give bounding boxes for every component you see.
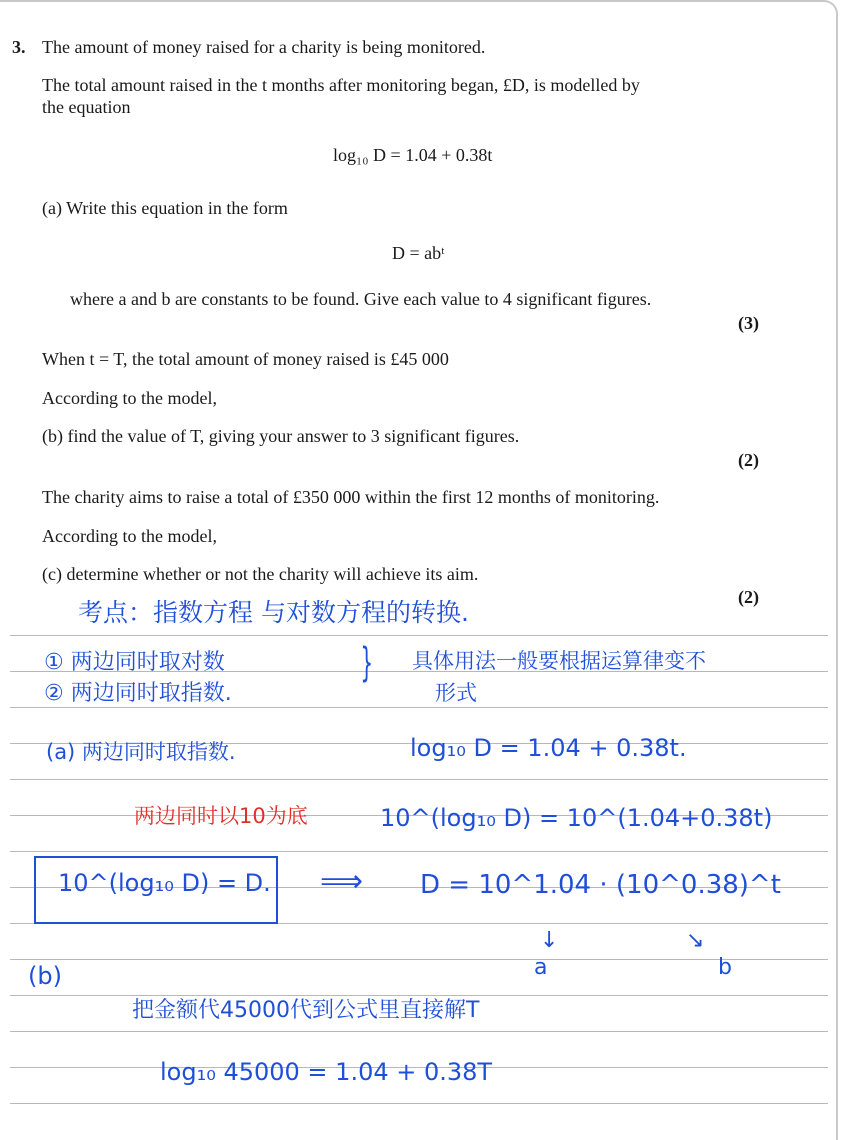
model-line-1: The total amount raised in the t months after monitoring began, £D, is modelled by <box>42 75 640 95</box>
hw-method-2: ② 两边同时取指数. <box>44 681 232 706</box>
ruled-line <box>10 779 828 780</box>
model-line-2: the equation <box>42 97 131 117</box>
hw-equation-4: log₁₀ 45000 = 1.04 + 0.38T <box>160 1058 493 1086</box>
hw-topic: 考点：指数方程 与对数方程的转换. <box>78 598 469 627</box>
according-line-c: According to the model, <box>42 526 217 546</box>
hw-arrow-a-icon: ↓ <box>540 928 559 953</box>
part-a-marks: (3) <box>738 313 759 333</box>
ruled-line <box>10 851 828 852</box>
according-line-b: According to the model, <box>42 388 217 408</box>
hw-identity: 10^(log₁₀ D) = D. <box>58 869 271 897</box>
ruled-line <box>10 1031 828 1032</box>
hw-equation-1: log₁₀ D = 1.04 + 0.38t. <box>410 734 687 762</box>
intro-line: The amount of money raised for a charity is being monitored. <box>42 37 486 57</box>
hw-part-b-step: 把金额代45000代到公式里直接解T <box>132 998 480 1023</box>
hw-equation-2: 10^(log₁₀ D) = 10^(1.04+0.38t) <box>380 804 773 832</box>
hw-implies-icon: ⟹ <box>320 864 364 899</box>
part-b-prompt: (b) find the value of T, giving your answer to 3 significant figures. <box>42 426 520 446</box>
hw-method-note-1: 具体用法一般要根据运算律变不 <box>412 649 706 673</box>
part-c-prompt: (c) determine whether or not the charity will achieve its aim. <box>42 564 479 584</box>
hw-equation-3: D = 10^1.04 · (10^0.38)^t <box>420 870 781 900</box>
hw-method-note-2: 形式 <box>435 681 477 705</box>
hw-part-a-step: (a) 两边同时取指数. <box>46 740 236 764</box>
aim-line: The charity aims to raise a total of £350 000 within the first 12 months of monitoring. <box>42 487 660 507</box>
question-number: 3. <box>12 37 26 57</box>
ruled-line <box>10 959 828 960</box>
ruled-line <box>10 635 828 636</box>
hw-label-a: a <box>534 955 548 980</box>
part-b-marks: (2) <box>738 450 759 470</box>
model-equation: log₁₀ D = 1.04 + 0.38t <box>333 145 493 165</box>
part-c-marks: (2) <box>738 587 759 607</box>
part-a-prompt: (a) Write this equation in the form <box>42 198 288 218</box>
condition-line: When t = T, the total amount of money raised is £45 000 <box>42 349 449 369</box>
hw-method-1: ① 两边同时取对数 <box>44 650 225 675</box>
part-a-instruction: where a and b are constants to be found. Give each value to 4 significant figures. <box>70 289 652 309</box>
hw-label-b: b <box>718 955 732 980</box>
ruled-line <box>10 707 828 708</box>
hw-part-b-label: (b) <box>28 962 62 990</box>
hw-brace-icon: } <box>360 640 374 686</box>
hw-red-note: 两边同时以10为底 <box>134 804 308 828</box>
ruled-line <box>10 1103 828 1104</box>
hw-arrow-b-icon: ↘ <box>686 928 705 953</box>
target-form: D = abᵗ <box>392 243 445 263</box>
